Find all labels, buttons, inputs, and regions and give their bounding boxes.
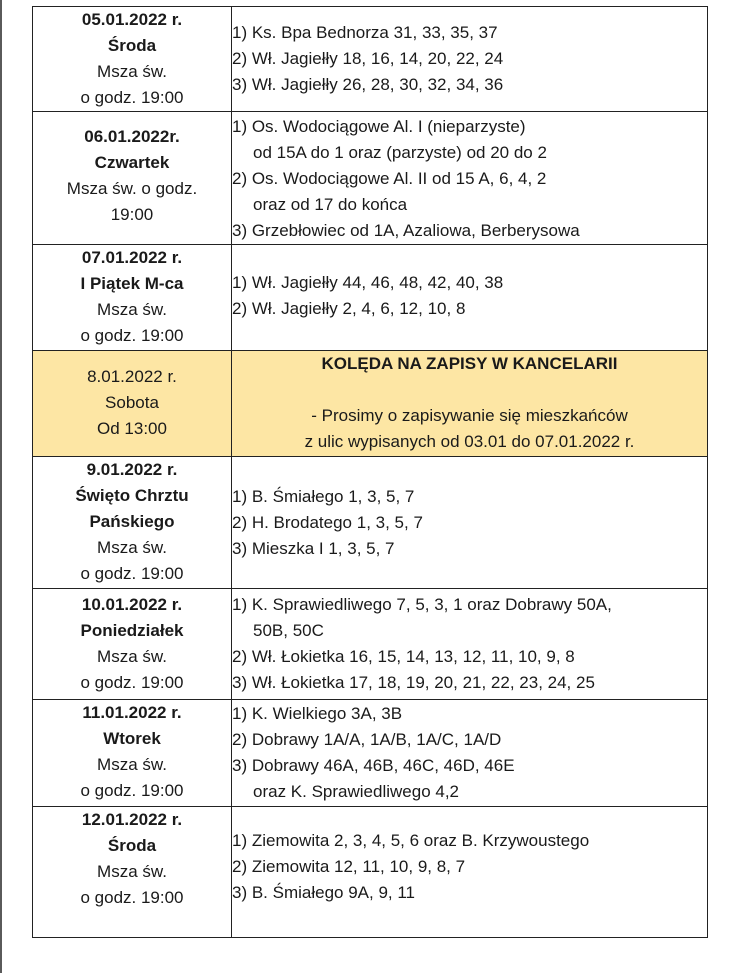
- address-line: 1) Ks. Bpa Bednorza 31, 33, 35, 37: [232, 23, 498, 42]
- addresses-cell: [232, 589, 708, 700]
- address-line: 2) Os. Wodociągowe Al. II od 15 A, 6, 4, 2: [232, 169, 547, 188]
- row-date: 9.01.2022 r.: [86, 460, 178, 479]
- address-line: 3) B. Śmiałego 9A, 9, 11: [232, 883, 416, 902]
- row-mass: Msza św.: [97, 755, 167, 774]
- row-time: Od 13:00: [97, 419, 167, 438]
- address-line: 3) Grzebłowiec od 1A, Azaliowa, Berberysowa: [232, 221, 580, 240]
- date-cell: [33, 351, 232, 457]
- page-edge: [0, 0, 2, 973]
- row-day: Środa: [107, 836, 157, 855]
- row-date: 05.01.2022 r.: [81, 10, 183, 29]
- row-date: 10.01.2022 r.: [81, 595, 183, 614]
- addresses-cell: [232, 807, 708, 938]
- row-day: I Piątek M-ca: [80, 274, 184, 293]
- row-time: o godz. 19:00: [80, 88, 184, 107]
- address-line: 1) Ziemowita 2, 3, 4, 5, 6 oraz B. Krzywoustego: [232, 831, 590, 850]
- address-line: 2) Ziemowita 12, 11, 10, 9, 8, 7: [232, 857, 466, 876]
- address-line: 3) Mieszka I 1, 3, 5, 7: [232, 539, 395, 558]
- row-time: o godz. 19:00: [80, 564, 184, 583]
- addresses-cell: [232, 700, 708, 807]
- row-time: o godz. 19:00: [80, 326, 184, 345]
- date-cell: [33, 7, 232, 112]
- schedule-row: [33, 245, 708, 351]
- address-line: 3) Wł. Łokietka 17, 18, 19, 20, 21, 22, 23, 24, 25: [232, 673, 595, 692]
- address-line: 1) B. Śmiałego 1, 3, 5, 7: [232, 487, 415, 506]
- row-mass: Msza św.: [97, 538, 167, 557]
- row-day: Święto Chrztu: [75, 486, 189, 505]
- address-line: 2) Dobrawy 1A/A, 1A/B, 1A/C, 1A/D: [232, 730, 502, 749]
- address-line: oraz od 17 do końca: [253, 195, 408, 214]
- address-line: 50B, 50C: [253, 621, 324, 640]
- date-cell: [33, 589, 232, 700]
- row-time: o godz. 19:00: [80, 673, 184, 692]
- row-time: o godz. 19:00: [80, 888, 184, 907]
- row-date: 11.01.2022 r.: [82, 703, 182, 722]
- date-cell: [33, 807, 232, 938]
- notice-title: KOLĘDA NA ZAPISY W KANCELARII: [321, 354, 618, 373]
- addresses-cell: [232, 112, 708, 245]
- schedule-row-highlighted: [33, 351, 708, 457]
- row-time: 19:00: [110, 205, 154, 224]
- notice-cell: [232, 351, 708, 457]
- schedule-row: [33, 807, 708, 938]
- row-day-cont: Pańskiego: [89, 512, 175, 531]
- notice-line: z ulic wypisanych od 03.01 do 07.01.2022 r.: [304, 432, 635, 451]
- row-day: Wtorek: [103, 729, 161, 748]
- address-line: oraz K. Sprawiedliwego 4,2: [253, 782, 460, 801]
- date-cell: [33, 457, 232, 589]
- row-mass: Msza św.: [97, 862, 167, 881]
- address-line: 2) Wł. Jagiełły 18, 16, 14, 20, 22, 24: [232, 49, 504, 68]
- address-line: 1) Os. Wodociągowe Al. I (nieparzyste): [232, 117, 526, 136]
- row-date: 12.01.2022 r.: [81, 810, 183, 829]
- row-date: 8.01.2022 r.: [87, 367, 177, 386]
- addresses-cell: [232, 7, 708, 112]
- notice-line: - Prosimy o zapisywanie się mieszkańców: [311, 406, 628, 425]
- row-date: 06.01.2022r.: [84, 127, 180, 146]
- schedule-row: [33, 112, 708, 245]
- row-time: o godz. 19:00: [80, 781, 184, 800]
- row-date: 07.01.2022 r.: [81, 248, 183, 267]
- address-line: 2) H. Brodatego 1, 3, 5, 7: [232, 513, 423, 532]
- address-line: 1) K. Sprawiedliwego 7, 5, 3, 1 oraz Dobrawy 50A,: [232, 595, 612, 614]
- date-cell: [33, 112, 232, 245]
- schedule-row: [33, 457, 708, 589]
- schedule-row: [33, 589, 708, 700]
- notice-spacer: [232, 377, 707, 403]
- address-line: 2) Wł. Łokietka 16, 15, 14, 13, 12, 11, 10, 9, 8: [232, 647, 575, 666]
- addresses-cell: [232, 245, 708, 351]
- addresses-cell: [232, 457, 708, 589]
- address-line: 3) Dobrawy 46A, 46B, 46C, 46D, 46E: [232, 756, 515, 775]
- address-line: 2) Wł. Jagiełły 2, 4, 6, 12, 10, 8: [232, 299, 466, 318]
- row-day: Środa: [107, 36, 157, 55]
- address-line: 3) Wł. Jagiełły 26, 28, 30, 32, 34, 36: [232, 75, 504, 94]
- date-cell: [33, 245, 232, 351]
- address-line: od 15A do 1 oraz (parzyste) od 20 do 2: [253, 143, 547, 162]
- address-line: 1) Wł. Jagiełły 44, 46, 48, 42, 40, 38: [232, 273, 504, 292]
- row-mass: Msza św.: [97, 300, 167, 319]
- schedule-row: [33, 700, 708, 807]
- row-mass: Msza św.: [97, 647, 167, 666]
- koleda-schedule-table: [32, 6, 708, 938]
- row-day: Poniedziałek: [80, 621, 184, 640]
- row-day: Sobota: [105, 393, 159, 412]
- date-cell: [33, 700, 232, 807]
- schedule-row: [33, 7, 708, 112]
- row-mass: Msza św. o godz.: [66, 179, 198, 198]
- address-line: 1) K. Wielkiego 3A, 3B: [232, 704, 403, 723]
- row-day: Czwartek: [94, 153, 170, 172]
- row-mass: Msza św.: [97, 62, 167, 81]
